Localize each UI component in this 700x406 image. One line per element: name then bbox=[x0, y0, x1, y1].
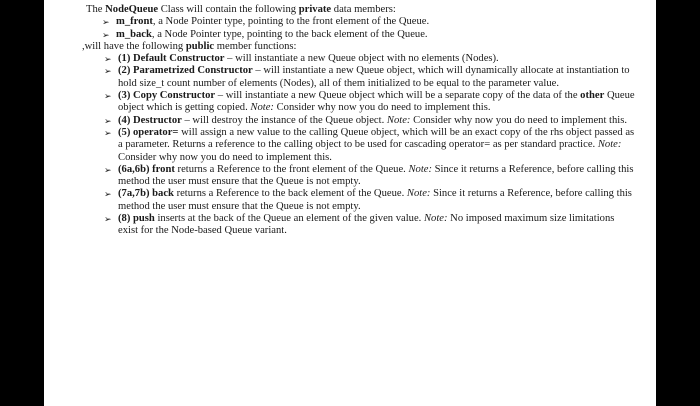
function-title: (3) Copy Constructor bbox=[118, 90, 216, 102]
private-keyword: private bbox=[298, 4, 332, 15]
public-keyword: public bbox=[185, 40, 215, 52]
member-name: m_front bbox=[116, 16, 153, 28]
data-member-m-front bbox=[86, 16, 636, 28]
note-text: Consider why now you do need to implement this. bbox=[273, 102, 491, 114]
note-label: Note: bbox=[250, 102, 274, 114]
function-item-front bbox=[86, 164, 636, 189]
bullet-arrow-icon: ➢ bbox=[104, 189, 112, 200]
function-title: (8) push bbox=[118, 213, 155, 225]
class-name: NodeQueue bbox=[105, 4, 159, 15]
bullet-arrow-icon: ➢ bbox=[104, 91, 112, 102]
function-title: (4) Destructor bbox=[118, 114, 182, 126]
function-title: (7a,7b) back bbox=[118, 188, 174, 200]
member-description: , a Node Pointer type, pointing to the back element of the Queue. bbox=[151, 28, 428, 40]
function-description: – will instantiate a new Queue object which will be a separate copy of the data of the bbox=[215, 90, 581, 102]
note-label: Note: bbox=[386, 114, 411, 126]
right-letterbox-bar bbox=[656, 0, 700, 406]
function-item-assignment-operator bbox=[86, 127, 636, 164]
data-member-m-back bbox=[86, 29, 636, 41]
bullet-arrow-icon: ➢ bbox=[104, 127, 112, 138]
private-members-intro bbox=[86, 4, 636, 16]
function-title: (2) Parametrized Constructor bbox=[118, 65, 253, 77]
note-text: No imposed maximum size limitations exist for the Node-based Queue variant. bbox=[118, 213, 615, 237]
note-label: Note: bbox=[406, 188, 431, 200]
note-label: Note: bbox=[597, 139, 622, 151]
function-description: – will destroy the instance of the Queue object. bbox=[181, 114, 387, 126]
bullet-arrow-icon: ➢ bbox=[102, 29, 110, 40]
note-text: Consider why now you do need to implement this. bbox=[118, 151, 332, 163]
intro-middle: Class will contain the following bbox=[158, 4, 299, 15]
public-members-intro bbox=[82, 41, 636, 53]
bullet-arrow-icon: ➢ bbox=[104, 164, 112, 175]
function-item-destructor bbox=[86, 115, 636, 127]
public-intro-prefix: ,will have the following bbox=[82, 40, 186, 52]
bullet-arrow-icon: ➢ bbox=[104, 115, 112, 126]
function-description-cont: Queue object which is getting copied. bbox=[118, 90, 635, 114]
document-page bbox=[44, 0, 656, 406]
function-item-push bbox=[86, 213, 636, 238]
function-title: (5) operator= bbox=[118, 126, 179, 138]
function-title: (6a,6b) front bbox=[118, 163, 175, 175]
function-description: – will instantiate a new Queue object with no elements (Nodes). bbox=[224, 53, 499, 65]
member-description: , a Node Pointer type, pointing to the front element of the Queue. bbox=[152, 16, 430, 28]
function-description: returns a Reference to the back element of the Queue. bbox=[173, 188, 407, 200]
function-description: returns a Reference to the front element of the Queue. bbox=[174, 163, 409, 175]
bullet-arrow-icon: ➢ bbox=[102, 17, 110, 28]
bullet-arrow-icon: ➢ bbox=[104, 214, 112, 225]
note-label: Note: bbox=[423, 213, 448, 225]
public-intro-suffix: member functions: bbox=[214, 40, 297, 52]
left-letterbox-bar bbox=[0, 0, 44, 406]
note-text: Consider why now you do need to implement this. bbox=[410, 114, 627, 126]
function-item-parametrized-constructor bbox=[86, 65, 636, 90]
other-keyword: other bbox=[580, 90, 605, 102]
function-description: inserts at the back of the Queue an element of the given value. bbox=[154, 213, 424, 225]
function-item-copy-constructor bbox=[86, 90, 636, 115]
function-item-default-constructor bbox=[86, 53, 636, 65]
intro-suffix: data members: bbox=[331, 4, 396, 15]
function-description: will assign a new value to the calling Queue object, which will be an exact copy of the rhs object passed as a parameter. Returns a reference to the calling object to be used for cascading operator= as per standard practice. bbox=[118, 126, 635, 151]
note-label: Note: bbox=[408, 163, 432, 175]
intro-prefix: The bbox=[86, 4, 106, 15]
function-item-back bbox=[86, 188, 636, 213]
bullet-arrow-icon: ➢ bbox=[104, 66, 112, 77]
function-description: – will instantiate a new Queue object, which will dynamically allocate at instantiation to hold size_t count number of elements (Nodes), all of them initialized to be equal to the parameter value. bbox=[118, 65, 630, 89]
note-text: Since it returns a Reference, before calling this method the user must ensure that the Queue is not empty. bbox=[118, 163, 634, 188]
member-name: m_back bbox=[116, 28, 152, 40]
document-text bbox=[82, 4, 636, 238]
note-text: Since it returns a Reference, before calling this method the user must ensure that the Queue is not empty. bbox=[118, 188, 632, 212]
bullet-arrow-icon: ➢ bbox=[104, 54, 112, 65]
function-title: (1) Default Constructor bbox=[118, 53, 225, 65]
